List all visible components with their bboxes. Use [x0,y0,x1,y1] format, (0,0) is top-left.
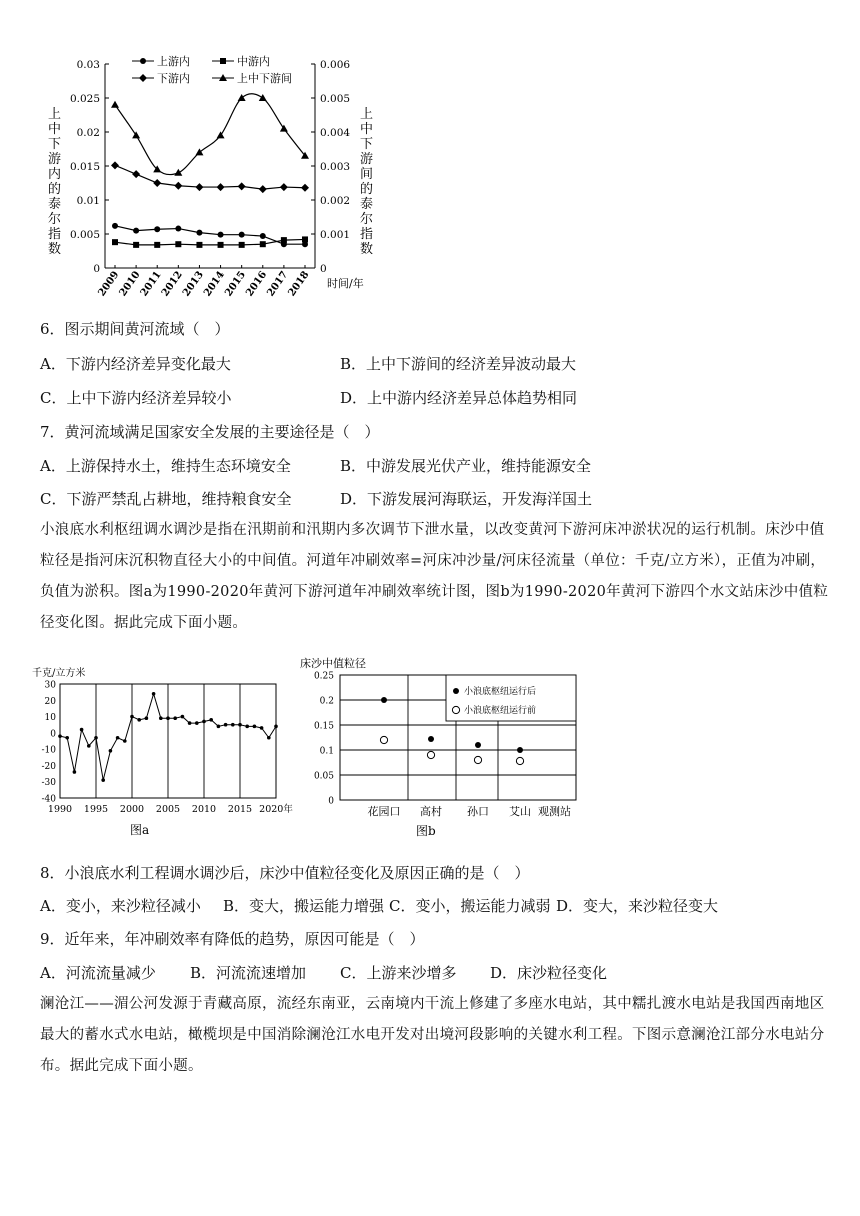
data-point-1-8 [281,237,287,243]
data-point-1-0 [112,239,118,245]
chart-a-point-27 [253,725,257,729]
chart1-right-tick-label: 0.005 [320,93,351,105]
chart1-year-label: 2016 [244,269,270,299]
chart-b-x-tick: 艾山 [509,805,531,818]
q9-option-d[interactable]: D．床沙粒径变化 [490,964,608,982]
chart-a-point-6 [101,778,105,782]
q6-option-d[interactable]: D．上中游内经济差异总体趋势相同 [340,389,578,407]
q7-stem: 7．黄河流域满足国家安全发展的主要途径是（ ） [40,423,380,441]
data-point-1-1 [133,242,139,248]
intro-paragraph-xiaolangdi: 小浪底水利枢纽调水调沙是指在汛期前和汛期内多次调节下泄水量，以改变黄河下游河床冲淤状况的运行机制。床沙中值粒径是指河床沉积物直径大小的中间值。河道年冲刷效率=河床冲沙量/河床径流量（单位：千克/立方米），正值为冲刷，负值为淤积。图a为1990-2020年黄河下游河道年冲刷效率统计图，图b为1990-2020年黄河下游四个水文站床沙中值粒径变化图。据此完成下面小题。 [40,522,829,631]
data-point-3-0 [111,101,119,108]
chart-a-point-5 [94,736,98,740]
q8-option-b[interactable]: B．变大，搬运能力增强 [223,897,385,915]
series-line-1 [115,239,305,244]
chart-a-point-1 [65,736,69,740]
chart-b-x-suffix: 观测站 [538,805,571,818]
q8-option-d[interactable]: D．变大，来沙粒径变大 [556,897,719,915]
series-line-2 [115,165,305,189]
data-point-0-2 [154,226,160,232]
chart-a-y-tick: -10 [41,745,56,756]
chart1-year-label: 2015 [223,269,249,299]
data-point-0-3 [175,226,181,232]
legend-label: 小浪底枢纽运行后 [464,687,537,697]
chart-a-caption: 图a [130,823,150,837]
data-point-3-5 [217,131,225,138]
chart-a-point-29 [267,736,271,740]
chart-a-point-30 [274,725,278,729]
data-point-2-8 [280,183,288,191]
chart-a-point-20 [202,720,206,724]
data-point-3-8 [280,125,288,132]
chart-b-after-point-1 [428,736,434,742]
legend-marker [220,58,226,64]
chart1-legend [132,54,292,85]
chart1-left-tick-label: 0.015 [69,161,100,173]
data-point-2-9 [301,184,309,192]
chart-b-x-tick: 高村 [420,805,442,818]
data-point-0-1 [133,228,139,234]
data-point-2-0 [111,161,119,169]
data-point-3-7 [259,94,267,101]
chart-a-point-4 [87,744,91,748]
chart1-left-tick-label: 0.005 [69,229,100,241]
chart-a-y-tick: 0 [50,729,56,740]
data-point-2-1 [132,170,140,178]
chart1-left-ylabel: 上中下游内的泰尔指数 [48,107,62,257]
chart1-right-tick-label: 0 [320,263,327,275]
chart-a-point-9 [123,739,127,743]
data-point-2-6 [238,182,246,190]
q9-option-a[interactable]: A．河流流量减少 [40,964,156,982]
data-point-0-7 [260,233,266,239]
chart1-left-tick-label: 0.025 [69,93,100,105]
chart-a-point-12 [145,716,149,720]
q7-option-c[interactable]: C．下游严禁乱占耕地，维持粮食安全 [40,490,292,508]
chart1-year-label: 2010 [117,269,143,299]
legend-label: 中游内 [237,55,270,68]
chart1-right-tick-label: 0.006 [320,59,351,71]
q9-stem: 9．近年来，年冲刷效率有降低的趋势，原因可能是（ ） [40,930,425,948]
chart-a-point-16 [173,716,177,720]
chart1-year-label: 2011 [138,269,164,299]
chart-a-point-11 [137,718,141,722]
chart-b-before-point-0 [380,736,387,743]
scour-efficiency-chart [30,660,300,840]
q8-stem: 8．小浪底水利工程调水调沙后，床沙中值粒径变化及原因正确的是（ ） [40,864,530,882]
chart-a-point-0 [58,734,62,738]
data-point-0-4 [196,230,202,236]
legend-label: 上游内 [157,55,190,68]
legend-marker [452,706,459,713]
chart1-left-tick-label: 0 [93,263,100,275]
chart-b-legend [446,675,576,721]
legend-marker [139,74,147,82]
legend-marker [140,58,146,64]
chart-b-y-tick: 0.2 [319,696,334,707]
chart-b-ylabel: 床沙中值粒径 [300,657,366,670]
chart1-left-tick-label: 0.02 [76,127,100,139]
data-point-1-2 [154,242,160,248]
legend-label: 下游内 [157,72,190,85]
chart-a-point-17 [181,715,185,719]
chart-a-point-26 [245,725,249,729]
series-line-3 [115,94,305,175]
chart-a-unit: 千克/立方米 [32,668,86,679]
q9-option-c[interactable]: C．上游来沙增多 [340,964,457,982]
legend-label: 小浪底枢纽运行前 [464,706,537,716]
chart-a-point-13 [152,692,156,696]
q7-option-d[interactable]: D．下游发展河海联运，开发海洋国土 [340,490,593,508]
data-point-2-3 [174,182,182,190]
data-point-2-4 [195,183,203,191]
data-point-2-5 [217,183,225,191]
chart-a-point-2 [73,770,77,774]
chart-b-x-tick: 孙口 [467,805,489,818]
chart-a-point-28 [260,726,264,730]
q8-option-a[interactable]: A．变小，来沙粒径减小 [40,897,201,915]
chart-a-point-15 [166,716,170,720]
chart1-year-label: 2012 [159,269,185,299]
chart1-right-ylabel: 上中下游间的泰尔指数 [360,107,374,257]
chart-a-y-tick: 30 [44,680,56,691]
q7-option-a[interactable]: A．上游保持水土，维持生态环境安全 [40,457,291,475]
q6-option-b[interactable]: B．上中下游间的经济差异波动最大 [340,355,577,373]
chart1-right-tick-label: 0.003 [320,161,351,173]
chart-b-before-point-1 [427,751,434,758]
chart1-left-tick-label: 0.01 [76,195,100,207]
q6-option-a[interactable]: A．下游内经济差异变化最大 [40,355,231,373]
chart-a-y-tick: -40 [41,794,56,805]
data-point-1-7 [260,241,266,247]
chart1-right-tick-label: 0.001 [320,229,351,241]
chart-a-point-18 [188,721,192,725]
intro-paragraph-lancang: 澜沧江——湄公河发源于青藏高原，流经东南亚，云南境内干流上修建了多座水电站，其中糯扎渡水电站是我国西南地区最大的蓄水式水电站，橄榄坝是中国消除澜沧江水电开发对出境河段影响的关键水利工程。下图示意澜沧江部分水电站分布。据此完成下面小题。 [40,996,825,1074]
chart-b-before-point-3 [516,757,523,764]
data-point-1-9 [302,236,308,242]
data-point-0-6 [239,232,245,238]
data-point-1-3 [175,241,181,247]
data-point-2-7 [259,185,267,193]
chart-b-caption: 图b [416,824,436,838]
chart1-year-label: 2013 [180,269,206,299]
chart-b-y-tick: 0.25 [313,671,334,682]
data-point-3-3 [174,169,182,176]
chart1-year-label: 2014 [202,269,228,299]
chart-a-point-21 [209,718,213,722]
chart1-year-label: 2017 [265,269,291,299]
chart-a-x-tick: 1995 [83,804,109,815]
chart-b-after-point-3 [517,747,523,753]
legend-label: 上中下游间 [237,72,292,85]
chart1-right-tick-label: 0.004 [320,127,351,139]
chart1-year-label: 2009 [96,269,122,299]
chart-a-point-19 [195,721,199,725]
chart-b-before-point-2 [474,756,481,763]
chart-b-y-tick: 0.05 [313,771,334,782]
chart-a-x-tick: 1990 [47,804,73,815]
chart-a-point-3 [80,728,84,732]
chart-a-y-tick: 20 [44,696,56,707]
chart-a-x-tick: 2010 [191,804,217,815]
chart-b-y-tick: 0.1 [319,746,334,757]
bed-sediment-grain-chart [298,655,588,840]
chart-b-after-point-2 [475,742,481,748]
legend-marker [453,688,459,694]
chart-b-y-tick: 0.15 [313,721,334,732]
chart1-left-tick-label: 0.03 [76,59,100,71]
chart-a-y-tick: 10 [44,713,56,724]
data-point-0-0 [112,223,118,229]
q6-stem: 6．图示期间黄河流域（ ） [40,320,230,338]
chart-a-point-10 [130,715,134,719]
data-point-1-4 [196,242,202,248]
chart-a-point-8 [116,736,120,740]
chart-b-x-tick: 花园口 [367,805,401,818]
chart-a-x-tick: 2015 [227,804,253,815]
data-point-2-2 [153,179,161,187]
chart-a-point-23 [224,723,228,727]
chart-a-point-24 [231,723,235,727]
data-point-3-6 [238,94,246,101]
chart1-xlabel: 时间/年 [327,277,364,290]
chart-a-y-tick: -30 [41,778,56,789]
data-point-3-1 [132,131,140,138]
chart1-year-label: 2018 [286,269,312,299]
chart-b-y-tick: 0 [328,796,334,807]
chart-a-y-tick: -20 [41,761,56,772]
chart-a-x-tick: 2005 [155,804,181,815]
chart1-right-tick-label: 0.002 [320,195,351,207]
data-point-0-5 [218,232,224,238]
chart-a-point-7 [109,749,113,753]
chart-a-x-tick: 2000 [119,804,145,815]
chart-a-point-14 [159,716,163,720]
data-point-1-5 [218,242,224,248]
data-point-1-6 [239,242,245,248]
chart-b-after-point-0 [381,697,387,703]
chart-a-x-tick: 2020年 [259,804,293,815]
q6-option-c[interactable]: C．上中下游内经济差异较小 [40,389,232,407]
chart-a-point-22 [217,725,221,729]
q7-option-b[interactable]: B．中游发展光伏产业，维持能源安全 [340,457,592,475]
chart-a-point-25 [238,723,242,727]
theil-index-chart [40,50,380,300]
q8-option-c[interactable]: C．变小，搬运能力减弱 [389,897,551,915]
q9-option-b[interactable]: B．河流流速增加 [190,964,307,982]
